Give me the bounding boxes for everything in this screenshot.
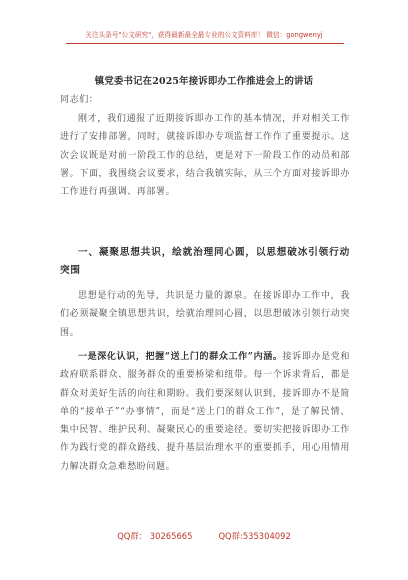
paragraph-3-lead: 一是深化认识，把握“送上门的群众工作”内涵。 bbox=[78, 352, 283, 362]
footer bbox=[0, 530, 408, 542]
paragraph-2: 思想是行动的先导，共识是力量的源泉。在接诉即办工作中，我们必须凝聚全镇思想共识，绘就治理同心圆，以思想破冰引领行动突围。 bbox=[60, 291, 350, 338]
section-heading-1: 一、凝聚思想共识，绘就治理同心圆，以思想破冰引领行动突围 bbox=[60, 247, 350, 277]
paragraph-3-body: 接诉即办是党和政府联系群众、服务群众的重要桥梁和纽带。每一个诉求背后，都是群众对美好生活的向往和期盼。我们要深刻认识到，接诉即办不是简单的“接单子”“办事情”，而是“送上门的群众工作”，是了解民情、集中民智、维护民利、凝聚民心的重要途径。要切实把接诉即办工作作为践行党的群众路线、提升基层治理水平的重要抓手，用心用情用力解决群众急难愁盼问题。 bbox=[60, 352, 350, 472]
document-title: 镇党委书记在2025年接诉即办工作推进会上的讲话 bbox=[94, 76, 314, 87]
salutation: 同志们： bbox=[60, 95, 99, 105]
header-divider bbox=[66, 43, 344, 44]
paragraph-1: 刚才，我们通报了近期接诉即办工作的基本情况，并对相关工作进行了安排部署，同时，就接诉即办专项监督工作作了重要提示。这次会议既是对前一阶段工作的总结，更是对下一阶段工作的动员和部署。下面，我围绕会议要求，结合我镇实际，从三个方面对接诉即办工作进行再强调、再部署。 bbox=[60, 114, 350, 198]
footer-qq-group-2: QQ群:535304092 bbox=[218, 531, 291, 541]
paragraph-3 bbox=[60, 348, 350, 476]
footer-qq-group-1: QQ群： 30265665 bbox=[117, 531, 193, 541]
header-promo-text: 关注头条号"公文研究"，获得最新最全最专业的公文资料库！ 微信：gongwenyj bbox=[85, 31, 323, 39]
